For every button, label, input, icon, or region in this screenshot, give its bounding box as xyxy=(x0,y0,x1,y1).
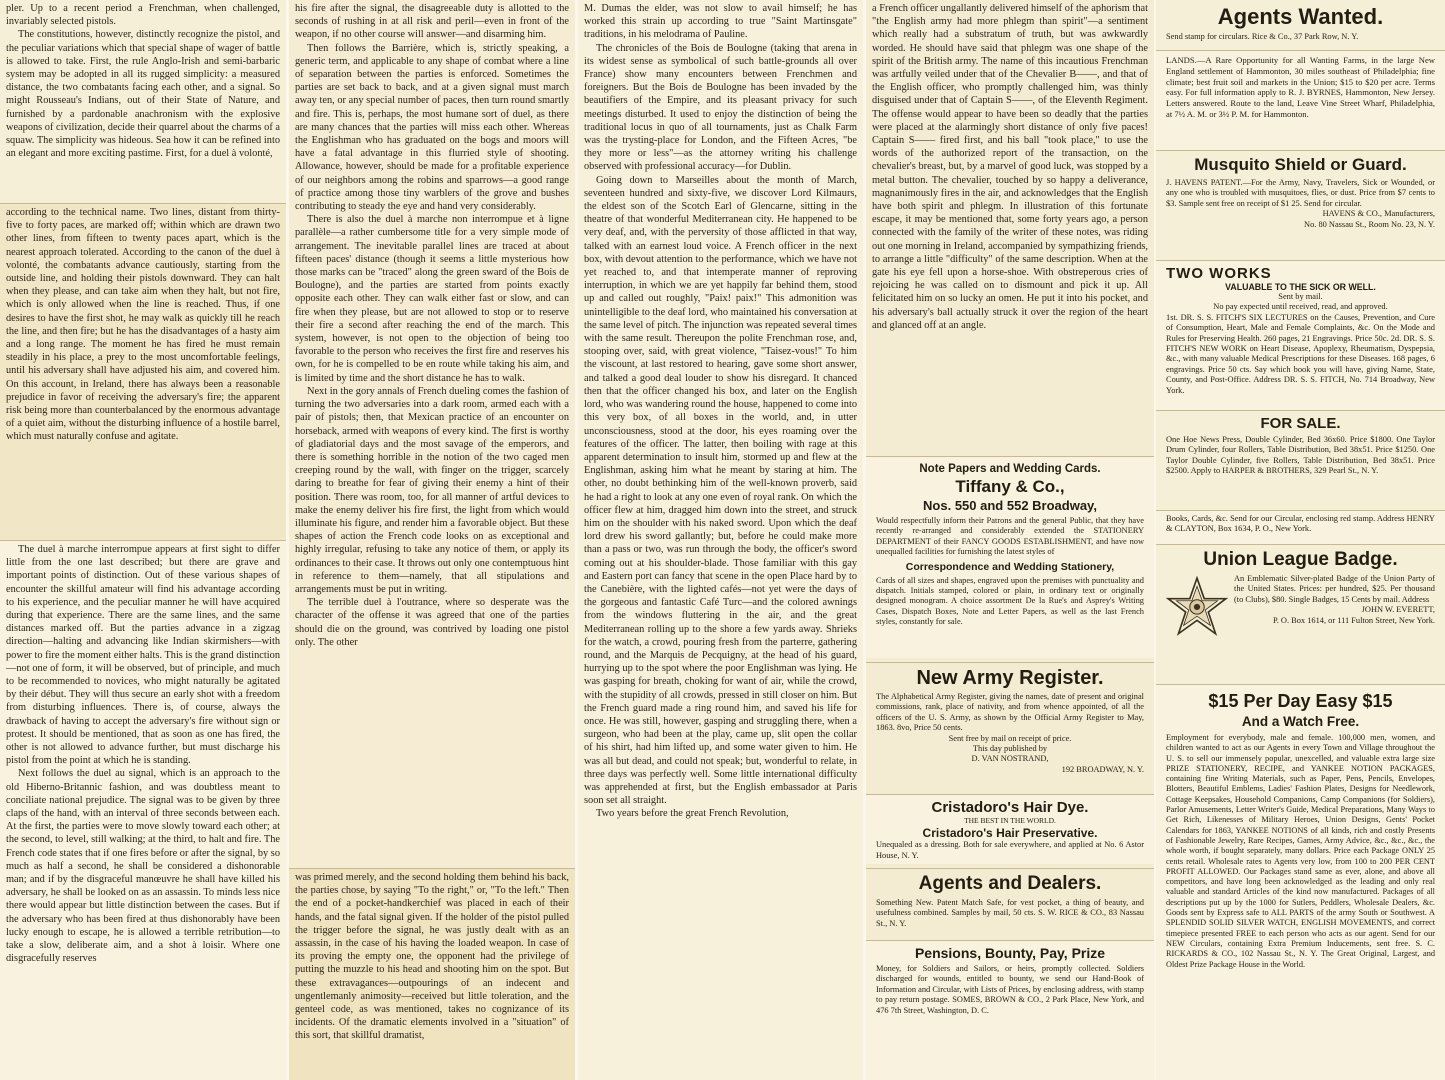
paragraph: Next follows the duel au signal, which is an approach to the old Hiberno-Britannic fashion, and was doubtless meant to conciliate national prejudice. The signal was to be given by three claps of the hand, with an interval of three seconds between each. At the first, the parties were to move slowly toward each other; at the second, to level, still walking; at the third, to halt and fire. The French code states that if one fires before or after the signal, by so much as half a second, he shall be considered a dishonorable man; and if by the disgraceful manœuvre he shall have killed his adversary, he shall be looked on as an assassin. To minds less nice there would appear but little distinction between the cases. But if the adversary who has been fired at thus dishonorably have been lucky enough to escape, he is allowed a terrible retribution—to take a slow, deliberate aim, and a shot à loisir. Where one disgracefully reserves xyxy=(6,768,280,965)
ad-note: Sent free by mail on receipt of price. xyxy=(948,733,1072,743)
column-1-top-scrap xyxy=(0,0,286,203)
ad-body: One Hoe News Press, Double Cylinder, Bed 36x60. Price $1800. One Taylor Drum Cylinder, four Rollers, Table Distribution, Bed 38x51. Price $1250. One Taylor Double Cylinder, five Rollers, Table Distribution, Bed 38x51. Price $2500. Apply to HARPER & BROTHERS, 329 Pearl St., N. Y. xyxy=(1166,435,1435,476)
lands-ad xyxy=(1156,50,1445,150)
ad-address: Nos. 550 and 552 Broadway, xyxy=(923,498,1097,513)
musquito-shield-ad xyxy=(1156,150,1445,260)
ad-title: New Army Register. xyxy=(916,667,1104,689)
ad-body: Cards of all sizes and shapes, engraved upon the premises with punctuality and dispatch. Initials stamped, colored or plain, in ordinary text or originally designed monogram. A choice assortment De la Rue's and Asprey's Writing Cases, Dispatch Boxes, Note and Letter Papers, as well as the last French styles, constantly for sale. xyxy=(876,575,1144,627)
ad-title: Agents and Dealers. xyxy=(918,873,1102,894)
ad-note: Sent by mail. xyxy=(1278,292,1323,301)
column-1-bottom-scrap xyxy=(0,540,286,1080)
paragraph: The chronicles of the Bois de Boulogne (taking that arena in its widest sense as symbolical of such battle-grounds all over France) show many encounters between Frenchmen and foreigners. But the Bois de Boulogne has been invaded by the beautifiers of the Empire, and its pleasant privacy for such meetings disturbed. It used to enjoy the distinction of being the traditional locus in quo of all tournaments, just as Chalk Farm was the trysting-place for London, and the Fifteen Acres, "be they more or less"—as the attorney writing his challenge observed with professional accuracy—for Dublin. xyxy=(584,42,857,173)
tiffany-ad xyxy=(866,456,1154,658)
agents-wanted-ad xyxy=(1156,0,1445,50)
paragraph: was primed merely, and the second holding them behind his back, the parties chose, by saying "To the right," or, "To the left." Then the end of a pocket-handkerchief was placed in each of their hands, and the fatal signal given. If the holder of the pistol pulled the trigger before the signal, he was justly dealt with as an assassin, in the case of his having the loaded weapon. In case of its proving the empty one, the opponent had the privilege of putting the muzzle to his head and shooting him on the spot. But these extravagances—outpourings of an indecent and ungentlemanly animosity—received but little toleration, and the genteel code, as was mentioned, takes no cognizance of its incidents. Of the dramatic elements involved in a "situation" of this sort, that skillful dramatist, xyxy=(295,872,569,1042)
column-3-scrap xyxy=(578,0,863,1080)
paragraph: The duel à marche interrompue appears at first sight to differ little from the one last described; but there are grave and important points of distinction. Out of these various shapes of encounter the skillful amateur will find his advantage according to his experience, and the peculiar manner he will have acquired during that experience. There are the same lines, and the same distances marked off. But the parties advance in a zigzag direction—halting and advancing like Indian skirmishers—with power to fire the moment either halts. This is the grand distinction—not one of form, it will be observed, but of principle, and much to be recommended to novices, who might naturally be agitated by their début. They will thus secure an early shot with a freedom from disturbing influences. There is, of course, always the drawback of having to accept the adversary's fire without sign or protest. It should be mentioned, that as soon as one has fired, the other is not allowed to advance further, but must discharge his pistol from the point at which he is standing. xyxy=(6,544,280,767)
ad-address: 192 BROADWAY, N. Y. xyxy=(1061,764,1144,774)
ad-body: Books, Cards, &c. Send for our Circular, enclosing red stamp. Address HENRY & CLAYTON, Box 1634, P. O., New York. xyxy=(1166,514,1435,534)
for-sale-ad xyxy=(1156,410,1445,510)
ad-body: LANDS.—A Rare Opportunity for all Wanting Farms, in the large New England settlement of Hammonton, 30 miles southeast of Philadelphia; fine climate; best fruit soil and markets in the Union; $15 to $20 per acre. Terms easy. For full information apply to R. J. BYRNES, Hammonton, New Jersey. Letters answered. Route to the land, Leave Vine Street Wharf, Philadelphia, at 7½ A. M. or 3½ P. M. for Hammonton. xyxy=(1166,55,1435,119)
agents-dealers-ad xyxy=(866,868,1154,938)
ad-kicker: Note Papers and Wedding Cards. xyxy=(919,463,1101,475)
column-1-middle-scrap xyxy=(0,203,286,540)
article-column-2 xyxy=(289,0,575,1080)
ad-body: Money, for Soldiers and Sailors, or heirs, promptly collected. Soldiers discharged for wounds, entitled to bounty, we send our Hand-Book of Information and Circular, with Lists of Prices, by enclosing address, with stamp to pay return postage. SOMES, BROWN & CO., 2 Park Place, New York, and 476 7th Street, Washington, D. C. xyxy=(876,964,1144,1015)
paragraph: his fire after the signal, the disagreeable duty is allotted to the seconds of rushing in at all risk and peril—even in front of the weapon, if no other course will answer—and disarming him. xyxy=(295,3,569,41)
ad-contact: JOHN W. EVERETT, xyxy=(1361,605,1435,615)
paragraph: There is also the duel à marche non interrompue et à ligne parallèle—a rather cumbersome title for a very simple mode of arrangement. The inevitable parallel lines are traced at about fifteen paces' distance (though it seems a little mysterious how those marks can be "traced" along the green sward of the Bois de Boulogne), and the parties are started from points exactly opposite each other. They can walk either fast or slow, and can fire when they please, but are not allowed to stop or to reserve their fire a second after reaching the end of the march. This system, however, is not open to the objection of being too favorable to the person who receives the first fire and reserves his own, for he is compelled to be en route while taking his aim, and is limited by time and the short distance he has to walk. xyxy=(295,214,569,384)
paragraph: The constitutions, however, distinctly recognize the pistol, and the peculiar variations which that special shape of wager of battle is allowed to take. First, the rule Anglo-Irish and semi-barbaric system may be adopted in all its rugged simplicity: a measured distance, the two combatants facing each other, and a signal. So might Rousseau's Indians, out of their State of Nature, and furnished by a pardonable anachronism with the explosive weapons of civilization, decide their quarrel about the charms of a squaw. The simplicity was hideous. Sea how it can be refined into an elegant and more exciting pastime. First, for a duel à volonté, xyxy=(6,29,280,160)
column-2-bottom-scrap xyxy=(289,868,575,1080)
ads-column-5 xyxy=(1156,0,1445,1080)
union-league-badge-ad xyxy=(1156,544,1445,680)
ad-body: Employment for everybody, male and female. 100,000 men, women, and children wanted to act as our Agents in every Town and Village throughout the U. S. to sell our immensely popular, unexcelled, and valuable extra large size PRIZE STATIONERY, RECIPE, and YANKEE NOTION PACKAGES, containing fine Writing Materials, such as Paper, Pens, Pencils, Envelopes, Blotters, Beautiful Emblems, Ladies' Fashion Plates, Designs for Needlework, Cottage Keepsakes, Household Companions, Camp Companions (for Soldiers), Parlor Amusements, Letter Writer's Guide, Medical Preparations, Many Ways to Get Rich, Likenesses of Military Heroes, Union Designs, Gents' Pocket Calendars for 1863, YANKEE NOTIONS of all kinds, rich and costly Presents of Fashionable Jewelry, Rare Recipes, Games, Army Advice, &c., &c., &c., the whole worth, if bought separately, many dollars. Price each Package ONLY 25 cents retail. Wholesale rates to Agents very low, from 100 to 200 PER CENT PROFIT ALLOWED. Our Packages stand same as ever, alone, and above all competitors, and have long been acknowledged as the leading and only real valuable and standard Articles of the kind now manufactured. Packages of all descriptions put up by the 1000 for Sutlers, Peddlers, Wholesale Dealers, &c. Goods sent by Express safe to ALL PARTS of the army South or Southwest. A SPLENDID SOLID SILVER WATCH, ENGLISH MOVEMENTS, and correct timepiece presented FREE to each person who acts as our agent. Send for our NEW Circulars, containing Extra Premium Inducements, sent free. S. C. RICKARDS & CO., 102 Nassau St., N. Y. The Great Original, Largest, and Oldest Prize Package House in the World. xyxy=(1166,733,1435,969)
ad-body: 1st. DR. S. S. FITCH'S SIX LECTURES on the Causes, Prevention, and Cure of Consumption, Heart, Male and Female Complaints, &c. On the Mode and Rules for Preserving Health. 260 pages, 21 Engravings. Price 50c. 2d. DR. S. S. FITCH'S NEW WORK on Heart Disease, Apoplexy, Rheumatism, Dyspepsia, &c., with many valuable Medical Prescriptions for these Diseases. 168 pages, 6 engravings. Price 50 cts. Say which book you will have, giving Name, State, County, and Post-Office. Address DR. S. S. FITCH, No. 714 Broadway, New York. xyxy=(1166,312,1435,395)
books-cards-ad xyxy=(1156,510,1445,544)
ad-body: Send stamp for circulars. Rice & Co., 37 Park Row, N. Y. xyxy=(1166,32,1359,41)
army-register-ad xyxy=(866,662,1154,790)
ad-body: Unequaled as a dressing. Both for sale everywhere, and applied at No. 6 Astor House, N. Y. xyxy=(876,840,1144,860)
article-and-ads-column-4 xyxy=(866,0,1154,1080)
paragraph: Two years before the great French Revolution, xyxy=(596,808,789,820)
ad-title: Tiffany & Co., xyxy=(955,477,1065,496)
ad-maker: HAVENS & CO., Manufacturers, xyxy=(1322,209,1435,219)
ad-address: No. 80 Nassau St., Room No. 23, N. Y. xyxy=(1304,219,1435,229)
column-2-top-scrap xyxy=(289,0,575,868)
ad-title: $15 Per Day Easy $15 xyxy=(1208,691,1393,711)
ad-title: FOR SALE. xyxy=(1260,415,1341,432)
article-column-3 xyxy=(578,0,863,1080)
ad-subtitle: Cristadoro's Hair Preservative. xyxy=(922,826,1098,841)
ad-publisher: D. VAN NOSTRAND, xyxy=(971,754,1049,764)
ad-subtitle: And a Watch Free. xyxy=(1241,714,1360,729)
ad-publisher-line: This day published by xyxy=(972,744,1048,754)
paragraph: The terrible duel à l'outrance, where so desperate was the character of the offense it was agreed that one of the parties should die on the ground, was contrived by loading one pistol only. The other xyxy=(295,597,569,648)
ad-subhead: Correspondence and Wedding Stationery, xyxy=(905,560,1115,573)
paragraph: M. Dumas the elder, was not slow to avail himself; he has worked this strain up according to true "Saint Martinsgate" traditions, in his melodrama of Pauline. xyxy=(584,3,857,41)
ad-tagline: THE BEST IN THE WORLD. xyxy=(964,816,1056,825)
ad-title: Union League Badge. xyxy=(1203,549,1398,570)
ad-title: TWO WORKS xyxy=(1166,265,1272,282)
ad-title: Pensions, Bounty, Pay, Prize xyxy=(914,945,1106,961)
paragraph: pler. Up to a recent period a Frenchman, when challenged, invariably selected pistols. xyxy=(6,3,280,28)
ad-note: No pay expected until received, read, and approved. xyxy=(1213,302,1388,312)
two-works-ad xyxy=(1156,260,1445,410)
fifteen-per-day-ad xyxy=(1156,684,1445,1080)
paragraph: a French officer ungallantly delivered himself of the aphorism that "the English army had more phlegm than spirit"—a sentiment which really had a substratum of truth, but was awkwardly worded. He should have said that phlegm was one shape of the spirit of the British army. The name of this incautious Frenchman was artfully veiled under that of the Chevalier B——, and that of the English officer, who promptly challenged him, was thinly disguised under that of Captain S——, of the Eleventh Regiment. The offense would appear to have been so deadly that the parties were placed at the alarmingly short distance of only five paces! Captain S—— fired first, and his ball "took place," to use the words of the authorized report of the transaction, on the chevalier's breast, but, by a marvel of good luck, was stopped by a metal button. The chevalier, touched by so happy a deliverance, magnanimously fires in the air, and acknowledges that the English have both spirit and phlegm. In illustration of this fortunate escape, it may be mentioned that, some forty years ago, a person connected with the family of the writer of these notes, was riding out one morning in Ireland, accompanied by sympathizing friends, to arrange a little "difficulty" of the same description. When at the gate his eye fell upon a horse-shoe. With obstreperous cries of rejoicing he was called on to dismount and pick it up. All felicitated him on so lucky an omen. He put it into his pocket, and his adversary's ball actually struck it over the region of the heart and glanced off at an angle. xyxy=(872,3,1148,331)
article-column-1 xyxy=(0,0,286,1080)
column-4-article-scrap xyxy=(866,0,1154,452)
hair-dye-ad xyxy=(866,794,1154,864)
ad-title: Cristadoro's Hair Dye. xyxy=(931,799,1089,816)
ad-body: J. HAVENS PATENT.—For the Army, Navy, Travelers, Sick or Wounded, or any one who is troubled with musquitoes, flies, or dust. Price from $7 cents to $3. Sample sent free on receipt of $1 25. Send for circular. xyxy=(1166,178,1435,208)
paragraph: Going down to Marseilles about the month of March, seventeen hundred and sixty-five, we discover Lord Kilmaurs, the eldest son of the Scotch Earl of Glencarne, sitting in the theatre of that wonderful Mediterranean city. He happened to be very deaf, and, with the perversity of those afflicted in that way, talked with an earnest loud voice. A French officer in the next box, with devout attention to the performance, which we have not yet reached to, and that intemperate manner of reproving interruption, in which we are yet happily far behind them, stood up and called out roughly, "Paix! paix!" This admonition was unintelligible to the deaf lord, who maintained his conversation at the same level of pitch. The injunction was repeated several times with the same result. Thereupon the polite Frenchman rose, and, stooping over, said, with great violence, "Taisez-vous!" To him the viscount, at last restored to hearing, gave some short answer, and talked a good deal louder to show his disregard. It chanced then that the officer changed his box, and later on the English lord, who was wandering round the house, happened to come into this very box, of all boxes in the world, and, in utter unconsciousness, stood at the door, his eyes roaming over the features of the officer. The latter, then boiling with rage at this apparent determination to insult him, stormed up and flew at the Englishman, asking him what he meant by staring at him. The other, no doubt bethinking him of the well-known proverb, said he had a right to look at any one even of royal rank. On which the officer flew at him, dragged him down into the street, and struck him on the shoulder with his naked sword. Upon which the deaf lord drew his sword gallantly; but, before he could make more than a pass or two, was run through the body, the officer's sword coming out at his shoulder-blade. Those familiar with this gay and Eastern port can fancy that scene in the open Place hard by to the Canebière, with the lighted cafés—not yet were the days of the gorgeous and fantastic Café Turc—and the colored awnings from the windows fluttering in the air, and the great Mediterranean rolling up to the shore a few yards away. Shrieks for the watch, a crowd, pouring fresh from the parterre, gathering round, and the Marquis de Pecquigny, at the head of his guard, hurrying up to the spot where the poor Englishman was lying. He was gasping for breath, choking for want of air, while the crowd, with the stupidity of all crowds, pressed in still closer on him. But the French guard made a ring round him, and saved his life for once. He was still, however, gasping and struggling there, when a surgeon, who had been at the play, came up, slit open the collar of his shirt, had him lifted up, and some water given to him. He was all but dead, and could not speak; but, wonderful to relate, in three days was perfectly well. Some little international difficulty was apprehended at first, but the English embassador at Paris soon set all straight. xyxy=(584,174,857,807)
ad-body: An Emblematic Silver-plated Badge of the Union Party of the United States. Prices: per hundred, $25. Per thousand (to Clubs), $80. Single Badges, 15 Cents by mail. Address xyxy=(1234,574,1435,604)
paragraph: Next in the gory annals of French dueling comes the fashion of turning the two adversaries into a dark room, armed each with a pair of pistols; then, that Mexican practice of an encounter on horseback, armed with weapons of every kind. The first is worthy of gladiatorial days and the most savage of the emperors, and there is something horrible in the notion of the two caged men creeping round by the wall, with finger on the trigger, scarcely daring to breathe for fear of giving their enemy a hint of their position. There was room, too, for all manner of artful devices to make the enemy deliver his fire first, the light from which would illuminate his figure, and render him a favorable object. But these shapes of action the French code looks on as exceptional and highly irregular, refusing to take any notice of them, or apply its ordinances to their case. It throws out only one contemptuous hint in reference to them—namely, that all stipulations and arrangements must be put in writing. xyxy=(295,385,569,595)
ad-body: Would respectfully inform their Patrons and the general Public, that they have recently re-arranged and considerably extended the STATIONERY DEPARTMENT of their FANCY GOODS ESTABLISHMENT, and have now unequalled facilities for furnishing the latest styles of xyxy=(876,516,1144,557)
ad-title: Agents Wanted. xyxy=(1217,4,1384,29)
paragraph: according to the technical name. Two lines, distant from thirty-five to forty paces, are marked off; within which are drawn two other lines, from fifteen to twenty paces apart, which is the nearest approach tolerated. According to the canon of the duel à volonté, the combatants advance cautiously, starting from the outside line, and holding their pistols downward. They can halt when they please, and can take aim when they halt, but not fire, which is only allowed when the line is reached. Thus, if one desires to have the first shot, he may walk as quickly till he reach the line, and then fire; but he has the disadvantages of a hasty aim and a long range. The moment he has fired he must remain steadily in his place, a prey to the most uncomfortable feelings, until his adversary shall have adjusted his aim, and covered him. On this account, in Ireland, there has always been a reasonable prejudice in favor of receiving the adversary's fire; the apparent risk being more than counterbalanced by the enormous advantage of a quiet aim, without the disturbing influence of a hostile barrel, which must naturally confuse and agitate. xyxy=(6,207,280,443)
paragraph: Then follows the Barrière, which is, strictly speaking, a generic term, and applicable to any shape of combat where a line of separation between the parties is enforced. Sometimes the parties are set back to back, and at a given signal must march away ten, or any special number of paces, then turn round smartly and fire. This is, perhaps, the most humane sort of duel, as there are many chances that the parties will miss each other. Whereas the Englishman who has graduated on the bogs and moors will have a fatal advantage in this flurried style of shooting. Allowance, however, should be made for a profitable experience of our neighbors among the robins and sparrows—a good range of practice among those tiny warblers of the grove and bushes contributing to steady the eye and hand very considerably. xyxy=(295,42,569,213)
pensions-ad xyxy=(866,940,1154,1080)
union-league-star-badge-icon xyxy=(1166,576,1228,642)
ad-body: The Alphabetical Army Register, giving the names, date of present and original commissions, rank, place of nativity, and from whence appointed, of all the officers of the U. S. Army, as shown by the Official Army Register to May, 1863. 8vo, Price 50 cents. xyxy=(876,692,1144,733)
ad-address: P. O. Box 1614, or 111 Fulton Street, New York. xyxy=(1273,615,1435,625)
ad-title: Musquito Shield or Guard. xyxy=(1194,155,1407,174)
ad-subtitle: VALUABLE TO THE SICK OR WELL. xyxy=(1225,282,1376,292)
ad-body: Something New. Patent Match Safe, for vest pocket, a thing of beauty, and usefulness combined. Samples by mail, 50 cts. S. W. RICE & CO., 83 Nassau St., N. Y. xyxy=(876,898,1144,928)
